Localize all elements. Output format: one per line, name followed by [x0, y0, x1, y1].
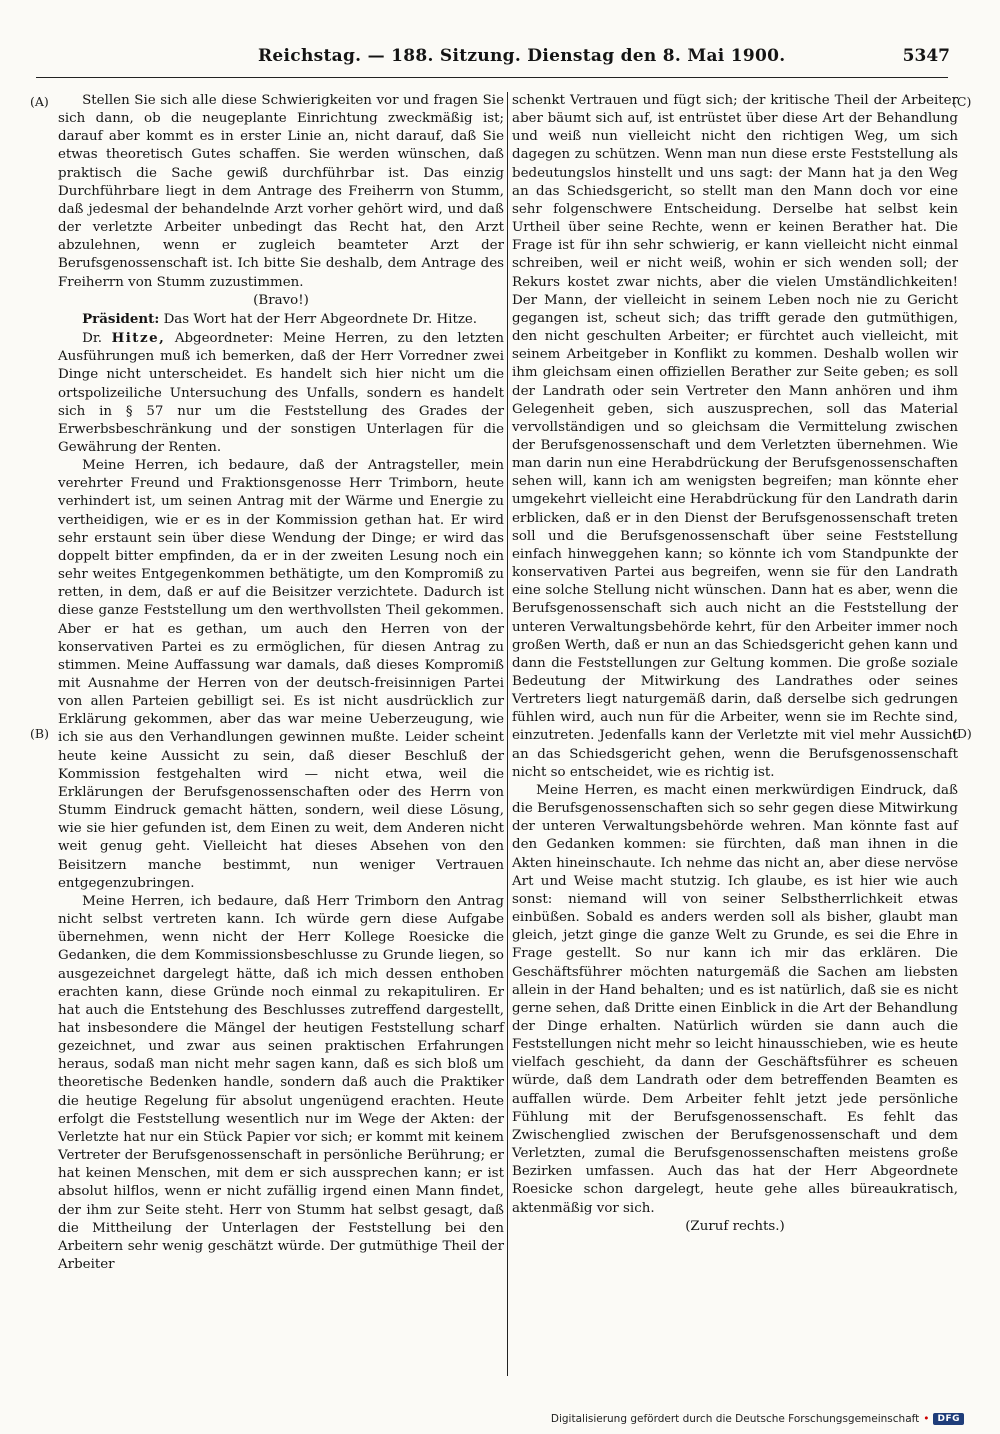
- paragraph-text: Das Wort hat der Herr Abgeordnete Dr. Hitze.: [163, 311, 478, 327]
- left-column: [58, 92, 504, 1274]
- paragraph-text: Abgeordneter: Meine Herren, zu den letzten Ausführungen muß ich bemerken, daß der Herr Vorredner zwei Dinge nicht unterscheidet. Es handelt sich hier nicht um die ortspolizeiliche Untersuchung des Unfalls, sondern es handelt sich in § 57 nur um die Feststellung des Grades der Erwerbsbeschränkung und der sonstigen Unterlagen für die Gewährung der Renten.: [58, 331, 505, 455]
- page-number: 5347: [902, 46, 950, 66]
- margin-marker-c: (C): [952, 94, 972, 109]
- margin-marker-d: (D): [952, 726, 972, 741]
- column-divider: [507, 92, 508, 1376]
- header-title: Reichstag. — 188. Sitzung. Dienstag den 8. Mai 1900.: [258, 46, 786, 66]
- speaker-label: Präsident:: [82, 310, 160, 327]
- right-column: [512, 92, 958, 1236]
- paragraph: Meine Herren, es macht einen merkwürdigen Eindruck, daß die Berufsgenossenschaften sich so sehr gegen diese Mitwirkung der unteren Verwaltungsbehörde wehren. Man könnte fast auf den Gedanken kommen: sie fürchten, daß man ihnen in die Akten hineinschaute. Ich nehme das nicht an, aber diese nervöse Art und Weise macht stutzig. Ich glaube, es ist hier wie auch sonst: niemand will von seiner Selbstherrlichkeit etwas einbüßen. Sobald es anders werden soll als bisher, glaubt man gleich, jetzt ginge die ganze Welt zu Grunde, es sei die Ehre in Frage gestellt. So nur kann ich mir das erklären. Die Geschäftsführer möchten naturgemäß die Sachen am liebsten allein in der Hand behalten; und es ist natürlich, daß sie es nicht gerne sehen, daß Dritte einen Einblick in die Art der Behandlung der Dinge erhalten. Natürlich würden sie dann auch die Feststellungen nicht mehr so leicht hinausschieben, wie es heute vielfach geschieht, da dann der Geschäftsführer es scheuen würde, daß dem Landrath oder dem betreffenden Beamten es auffallen würde. Dem Arbeiter fehlt jetzt jede persönliche Fühlung mit der Berufsgenossenschaft. Es fehlt das Zwischenglied zwischen der Berufsgenossenschaft und dem Verletzten, zumal die Berufsgenossenschaften meistens große Bezirken umfassen. Auch das hat der Herr Abgeordnete Roesicke schon dargelegt, heute gehe alles büreaukratisch, aktenmäßig vor sich.: [512, 782, 958, 1216]
- president-paragraph: [58, 310, 504, 329]
- margin-marker-b: (B): [30, 726, 49, 741]
- footer-text: Digitalisierung gefördert durch die Deutsche Forschungsgemeinschaft: [550, 1413, 920, 1425]
- paragraph: schenkt Vertrauen und fügt sich; der kritische Theil der Arbeiter aber bäumt sich auf, ist entrüstet über diese Art der Behandlung und weiß nun vielleicht nicht den richtigen Weg, um sich dagegen zu schützen. Wenn man nun diese erste Feststellung als bedeutungslos hinstellt und uns sagt: der Mann hat ja den Weg an das Schiedsgericht, so stellt man den Mann doch vor eine sehr folgenschwere Entscheidung. Derselbe hat selbst kein Urtheil über seine Rechte, wenn er keinen Berather hat. Die Frage ist für ihn sehr schwierig, er kann vielleicht nicht einmal schreiben, weil er nicht weiß, wohin er sich wenden soll; der Rekurs kostet zwar nichts, aber die vielen Umständlichkeiten! Der Mann, der vielleicht in seinem Leben noch nie zu Gericht gegangen ist, scheut sich; das trifft gerade den gutmüthigen, den nicht geschulten Arbeiter; er fürchtet auch vielleicht, mit seinem Arbeitgeber in Konflikt zu kommen. Deshalb wollen wir ihm gleichsam einen offiziellen Berather zur Seite geben; es soll der Landrath oder sein Vertreter den Mann anhören und ihm Gelegenheit geben, sich auszusprechen, soll das Material vervollständigen und so gleichsam die Vermittelung zwischen der Berufsgenossenschaft und dem Verletzten übernehmen. Wie man darin nun eine Herabdrückung der Berufsgenossenschaften sehen will, kann ich am wenigsten begreifen; man könnte eher umgekehrt vielleicht eine Herabdrückung für den Landrath darin erblicken, daß er in den Dienst der Berufsgenossenschaft treten soll und die Berufsgenossenschaft über seine Feststellung einfach hinweggehen kann; so könnte ich vom Standpunkte der konservativen Partei aus begreifen, wenn sie für den Landrath eine solche Stellung nicht wünschen. Dann hat es aber, wenn die Berufsgenossenschaft sich auch nicht an die Feststellung der unteren Verwaltungsbehörde kehrt, für den Arbeiter immer noch großen Werth, daß er nun an das Schiedsgericht gehen kann und dann die Feststellungen zur Geltung kommen. Die große soziale Bedeutung der Mitwirkung des Landrathes oder seines Vertreters liegt naturgemäß darin, daß derselbe sich gedrungen fühlen wird, auch nun für die Arbeiter, wenn sie im Rechte sind, einzutreten. Jedenfalls kann der Verletzte mit viel mehr Aussicht an das Schiedsgericht gehen, wenn die Berufsgenossenschaft nicht so entscheidet, wie es richtig ist.: [512, 93, 958, 780]
- hitze-paragraph: [58, 329, 504, 457]
- footer-dot: •: [923, 1413, 930, 1425]
- paragraph: Meine Herren, ich bedaure, daß Herr Trimborn den Antrag nicht selbst vertreten kann. Ich würde gern diese Aufgabe übernehmen, wenn nicht der Herr Kollege Roesicke die Gedanken, die dem Kommissionsbeschlusse zu Grunde liegen, so ausgezeichnet dargelegt hätte, daß ich mich dessen enthoben erachten kann, diese Gründe noch einmal zu rekapituliren. Er hat auch die Entstehung des Beschlusses zutreffend dargestellt, hat insbesondere die Mängel der heutigen Feststellung scharf gezeichnet, und zwar aus seinen praktischen Erfahrungen heraus, sodaß man nicht mehr sagen kann, daß es sich bloß um theoretische Bedenken handle, sondern daß auch die Praktiker die heutige Regelung für absolut ungenügend erachten. Heute erfolgt die Feststellung wesentlich nur im Wege der Akten: der Verletzte hat nur ein Stück Papier vor sich; er kommt mit keinem Vertreter der Berufsgenossenschaft in persönliche Berührung; er hat keinen Menschen, mit dem er sich aussprechen kann; er ist absolut hilflos, wenn er nicht zufällig irgend einen Mann findet, der ihm zur Seite steht. Herr von Stumm hat selbst gesagt, daß die Mittheilung der Unterlagen der Feststellung bei den Arbeitern sehr wenig geschätzt würde. Der gutmüthige Theil der Arbeiter: [58, 893, 504, 1272]
- dfg-logo-icon: DFG: [933, 1413, 964, 1425]
- speaker-name: Hitze,: [111, 330, 166, 347]
- page-header: [258, 46, 950, 74]
- speaker-title: Dr.: [82, 331, 103, 347]
- interjection: (Zuruf rechts.): [685, 1218, 785, 1234]
- paragraph: Meine Herren, ich bedaure, daß der Antragsteller, mein verehrter Freund und Fraktionsgenosse Herr Trimborn, heute verhindert ist, um seinen Antrag mit der Wärme und Energie zu vertheidigen, wie er es in der Kommission gethan hat. Er wird sehr erstaunt sein über diese Wendung der Dinge; er wird das doppelt bitter empfinden, da er in der zweiten Lesung noch ein sehr weites Entgegenkommen bethätigte, um den Kompromiß zu retten, in dem, daß er auf die Beisitzer verzichtete. Dadurch ist diese ganze Feststellung um den werthvollsten Theil gekommen. Aber er hat es gethan, um auch den Herren von der konservativen Partei es zu ermöglichen, für diesen Antrag zu stimmen. Meine Auffassung war damals, daß dieses Kompromiß mit Ausnahme der Herren von der deutsch-freisinnigen Partei von allen Parteien gebilligt sei. Es ist nicht ausdrücklich zur Erklärung gekommen, aber das war meine Ueberzeugung, wie ich sie aus den Verhandlungen gewinnen mußte. Leider scheint heute keine Aussicht zu sein, daß dieser Beschluß der Kommission festgehalten wird — nicht etwa, weil die Erklärungen der Berufsgenossenschaften oder des Herrn von Stumm Eindruck gemacht hätten, sondern, weil diese Lösung, wie sie hier gefunden ist, dem Einen zu weit, dem Anderen nicht weit genug geht. Vielleicht hat dieses Absehen von den Beisitzern manche bestimmt, nun weniger Vertrauen entgegenzubringen.: [58, 458, 504, 891]
- margin-marker-a: (A): [30, 94, 49, 109]
- interjection: (Bravo!): [253, 292, 309, 308]
- header-rule: [36, 77, 948, 78]
- paragraph: Stellen Sie sich alle diese Schwierigkeiten vor und fragen Sie sich dann, ob die neugeplante Einrichtung zweckmäßig ist; darauf aber kommt es in erster Linie an, nicht darauf, daß Sie etwas theoretisch Gutes schaffen. Sie werden wünschen, daß praktisch die Sache gewiß durchführbar ist. Das einzig Durchführbare liegt in dem Antrage des Freiherrn von Stumm, daß jedesmal der behandelnde Arzt vorher gehört wird, und daß der verletzte Arbeiter unbedingt das Recht hat, den Arzt abzulehnen, wenn er zugleich beamteter Arzt der Berufsgenossenschaft ist. Ich bitte Sie deshalb, dem Antrage des Freiherrn von Stumm zuzustimmen.: [58, 93, 504, 290]
- footer: [551, 1413, 964, 1425]
